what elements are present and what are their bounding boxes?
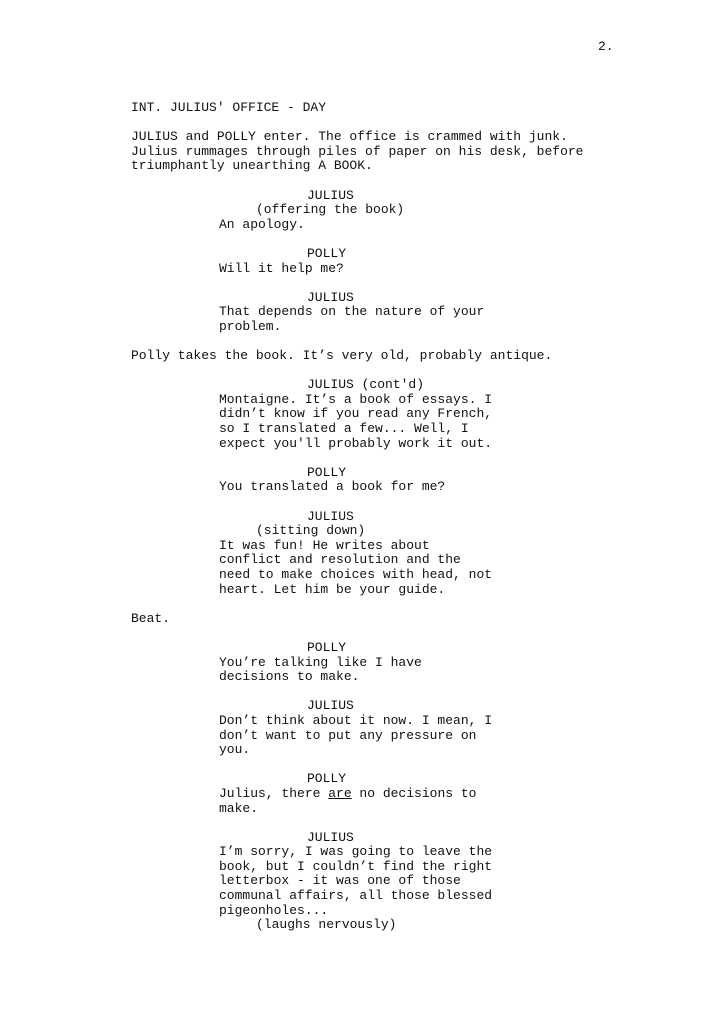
dialogue-block	[131, 393, 641, 451]
dialogue-block	[131, 480, 641, 495]
character-cue	[131, 772, 641, 787]
line-text: no decisions to	[351, 785, 477, 801]
script-line: problem.	[219, 318, 282, 334]
scene-heading	[131, 101, 641, 116]
script-line: JULIUS	[307, 187, 354, 203]
script-line: book, but I couldn’t find the right	[219, 858, 493, 874]
script-line: POLLY	[307, 464, 347, 480]
script-line: (offering the book)	[256, 202, 405, 218]
spacer	[131, 174, 641, 189]
character-cue	[131, 831, 641, 846]
action-block	[131, 612, 641, 627]
dialogue-block	[131, 305, 641, 334]
script-line: I’m sorry, I was going to leave the	[219, 844, 493, 860]
spacer	[131, 685, 641, 700]
spacer	[131, 364, 641, 379]
line-text: Julius, there	[219, 785, 329, 801]
character-cue	[131, 189, 641, 204]
script-line: don’t want to put any pressure on	[219, 727, 477, 743]
dialogue-block	[131, 714, 641, 758]
parenthetical	[131, 203, 641, 218]
script-line: (laughs nervously)	[256, 917, 397, 933]
spacer	[131, 495, 641, 510]
script-line	[219, 787, 641, 802]
character-cue	[131, 291, 641, 306]
spacer	[131, 758, 641, 773]
script-line: An apology.	[219, 216, 305, 232]
parenthetical	[131, 524, 641, 539]
script-line: pigeonholes...	[219, 902, 329, 918]
spacer	[131, 335, 641, 350]
script-line: JULIUS	[307, 829, 354, 845]
dialogue-block	[131, 262, 641, 277]
script-line: JULIUS	[307, 508, 354, 524]
script-line: heart. Let him be your guide.	[219, 581, 446, 597]
spacer	[131, 816, 641, 831]
script-line: You’re talking like I have	[219, 654, 422, 670]
script-line: INT. JULIUS' OFFICE - DAY	[131, 100, 327, 115]
dialogue-block	[131, 656, 641, 685]
script-line: Beat.	[131, 610, 171, 626]
spacer	[131, 232, 641, 247]
script-line: communal affairs, all those blessed	[219, 888, 493, 904]
script-line: need to make choices with head, not	[219, 567, 493, 582]
character-cue	[131, 247, 641, 262]
script-line: decisions to make.	[219, 669, 360, 685]
script-content	[131, 101, 641, 933]
script-line: JULIUS (cont'd)	[307, 377, 425, 393]
character-cue	[131, 466, 641, 481]
script-line: so I translated a few... Well, I	[219, 421, 469, 437]
script-line: JULIUS and POLLY enter. The office is crammed with junk.	[131, 129, 568, 145]
script-line: Julius rummages through piles of paper on his desk, before	[131, 143, 584, 159]
underlined-word: are	[328, 785, 352, 801]
script-line: POLLY	[307, 245, 347, 261]
spacer	[131, 116, 641, 131]
action-block	[131, 130, 641, 174]
script-line: triumphantly unearthing A BOOK.	[131, 158, 373, 174]
script-line: POLLY	[307, 771, 347, 787]
spacer	[131, 597, 641, 612]
script-line: conflict and resolution and the	[219, 552, 461, 568]
character-cue	[131, 699, 641, 714]
action-block	[131, 349, 641, 364]
script-line: Will it help me?	[219, 260, 344, 276]
script-line: make.	[219, 800, 259, 816]
script-line: JULIUS	[307, 698, 354, 714]
script-line: Polly takes the book. It’s very old, probably antique.	[131, 348, 553, 364]
script-line: you.	[219, 742, 251, 758]
script-line: Don’t think about it now. I mean, I	[219, 712, 493, 728]
script-line: expect you'll probably work it out.	[219, 435, 493, 451]
spacer	[131, 451, 641, 466]
spacer	[131, 626, 641, 641]
dialogue-block	[131, 845, 641, 918]
character-cue	[131, 510, 641, 525]
script-line: didn’t know if you read any French,	[219, 406, 493, 422]
spacer	[131, 276, 641, 291]
page-number: 2.	[598, 39, 614, 54]
character-cue	[131, 641, 641, 656]
script-line: You translated a book for me?	[219, 479, 446, 495]
dialogue-block	[131, 787, 641, 816]
script-line: POLLY	[307, 639, 347, 655]
script-line: letterbox - it was one of those	[219, 873, 461, 889]
script-line: (sitting down)	[256, 523, 366, 539]
script-line: That depends on the nature of your	[219, 304, 485, 320]
script-line: It was fun! He writes about	[219, 537, 430, 553]
parenthetical	[131, 918, 641, 933]
script-line: JULIUS	[307, 289, 354, 305]
character-cue	[131, 378, 641, 393]
dialogue-block	[131, 218, 641, 233]
dialogue-block	[131, 539, 641, 597]
script-line: Montaigne. It’s a book of essays. I	[219, 391, 493, 407]
